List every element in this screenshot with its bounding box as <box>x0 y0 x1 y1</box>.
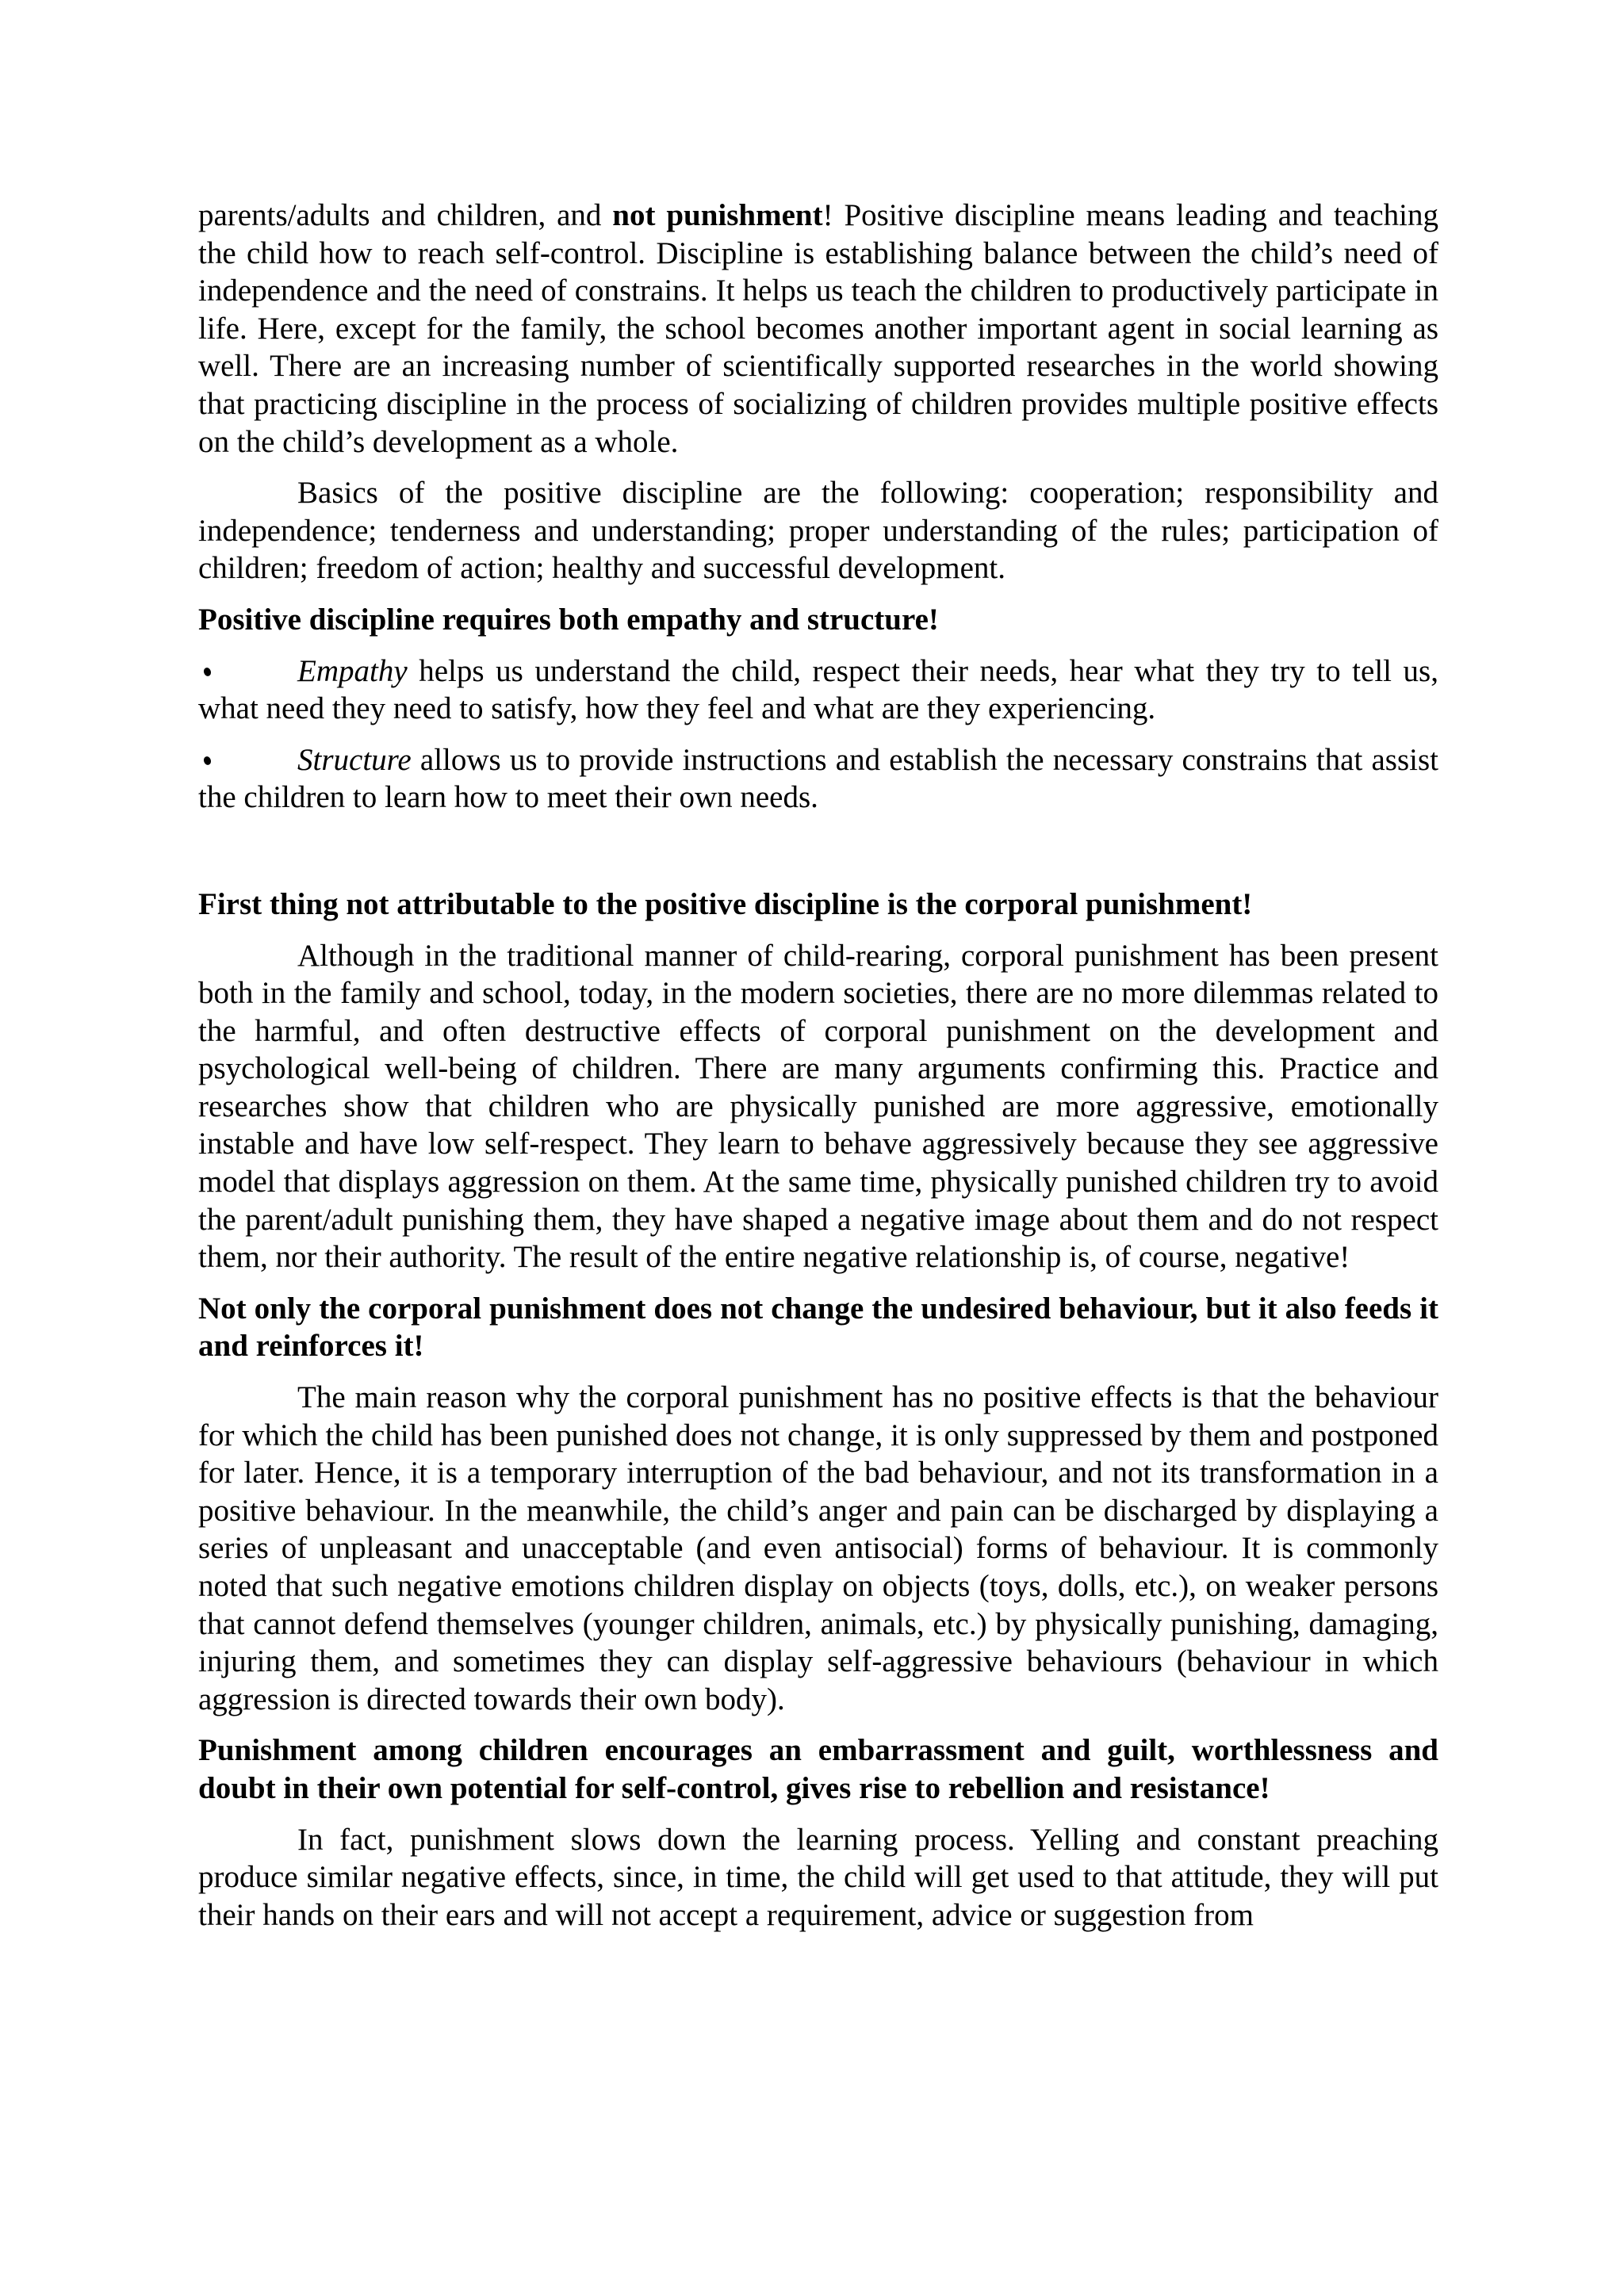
paragraph-basics: Basics of the positive discipline are the following: cooperation; responsibility and independence; tenderness and understanding; proper understanding of the rules; participation of children; freedom of action; healthy and successful development. <box>198 476 1438 586</box>
bullet-text: helps us understand the child, respect their needs, hear what they try to tell us, what need they need to satisfy, how they feel and what are they experiencing. <box>198 653 1438 726</box>
paragraph-traditional: Although in the traditional manner of child-rearing, corporal punishment has been present both in the family and school, today, in the modern societies, there are no more dilemmas related to the harmful, and often destructive effects of corporal punishment on the development and psychological well-being of children. There are many arguments confirming this. Practice and researches show that children who are physically punished are more aggressive, emotionally instable and have low self-respect. They learn to behave aggressively because they see aggressive model that displays aggression on them. At the same time, physically punished children try to avoid the parent/adult punishing them, they have shaped a negative image about them and do not respect them, nor their authority. The result of the entire negative relationship is, of course, negative! <box>198 938 1438 1275</box>
paragraph-intro-pre: parents/adults and children, and <box>198 198 613 232</box>
paragraph-main-reason: The main reason why the corporal punishment has no positive effects is that the behaviour for which the child has been punished does not change, it is only suppressed by them and postponed for later. Hence, it is a temporary interruption of the bad behaviour, and not its transformation in a positive behaviour. In the meanwhile, the child’s anger and pain can be discharged by displaying a series of unpleasant and unacceptable (and even antisocial) forms of behaviour. It is commonly noted that such negative emotions children display on objects (toys, dolls, etc.), on weaker persons that cannot defend themselves (younger children, animals, etc.) by physically punishing, damaging, injuring them, and sometimes they can display self-aggressive behaviours (behaviour in which aggression is directed towards their own body). <box>198 1380 1438 1716</box>
paragraph-intro <box>198 197 1438 461</box>
paragraph-intro-post: ! Positive discipline means leading and teaching the child how to reach self-control. Discipline is establishing balance between the child’s need of independence and the need of constrains. It helps us teach the children to productively participate in life. Here, except for the family, the school becomes another important agent in social learning as well. There are an increasing number of scientifically supported researches in the world showing that practicing discipline in the process of socializing of children provides multiple positive effects on the child’s development as a whole. <box>198 198 1438 459</box>
heading-embarrassment: Punishment among children encourages an embarrassment and guilt, worthlessness and doubt in their own potential for self-control, gives rise to rebellion and resistance! <box>198 1733 1438 1805</box>
bullet-text: allows us to provide instructions and establish the necessary constrains that assist the children to learn how to meet their own needs. <box>198 742 1438 815</box>
section-spacer <box>198 830 1438 886</box>
bullet-term: Structure <box>297 742 412 777</box>
paragraph-learning-process: In fact, punishment slows down the learning process. Yelling and constant preaching produce similar negative effects, since, in time, the child will get used to that attitude, they will put their hands on their ears and will not accept a requirement, advice or suggestion from <box>198 1822 1438 1932</box>
heading-undesired-behaviour: Not only the corporal punishment does not change the undesired behaviour, but it also feeds it and reinforces it! <box>198 1291 1438 1364</box>
bullet-item-structure <box>198 741 1438 817</box>
bullet-icon <box>202 666 212 676</box>
document-body <box>198 197 1438 1934</box>
bullet-item-empathy <box>198 652 1438 728</box>
bullet-icon <box>202 756 212 766</box>
bullet-term: Empathy <box>297 653 408 688</box>
heading-corporal-punishment: First thing not attributable to the positive discipline is the corporal punishment! <box>198 886 1253 921</box>
paragraph-intro-bold: not punishment <box>612 198 823 232</box>
heading-empathy-structure: Positive discipline requires both empathy and structure! <box>198 602 939 637</box>
